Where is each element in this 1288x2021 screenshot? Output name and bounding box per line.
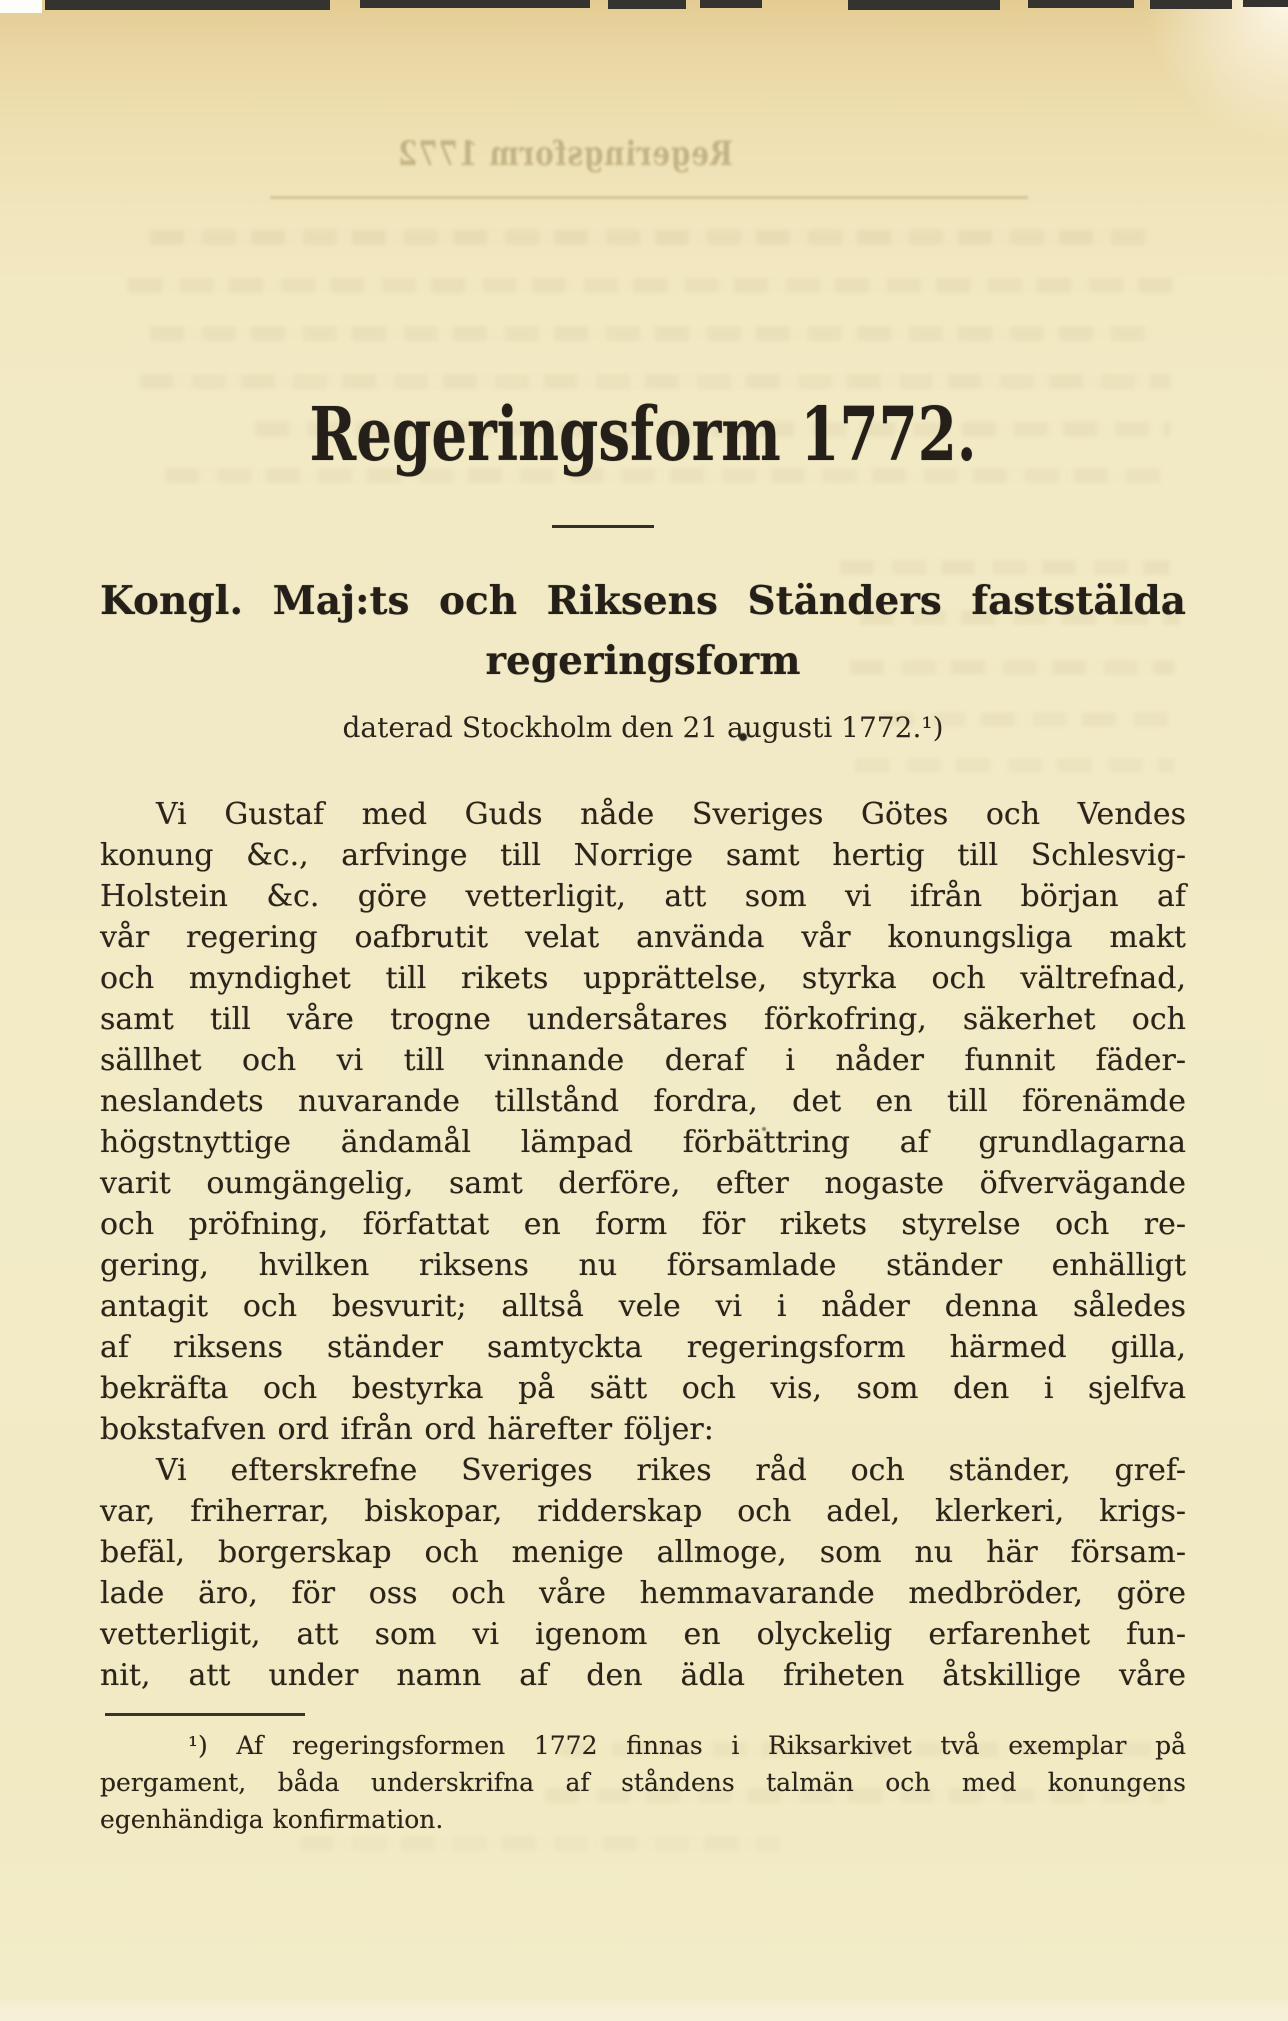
text-line: och myndighet till rikets upprättelse, styrka och vältrefnad, [100,961,1186,997]
text-line: egenhändiga konfirmation. [100,1805,444,1835]
text-line: lade äro, för oss och våre hemmavarande medbröder, göre [100,1576,1186,1612]
text-line: antagit och besvurit; alltså vele vi i nåder denna således [100,1289,1186,1325]
document-title: Regeringsform 1772. [309,392,977,478]
heading-line-2: regeringsform [485,637,801,684]
footnote [100,1727,1186,1838]
text-line: vetterligit, att som vi igenom en olyckelig erfarenhet fun- [100,1617,1186,1653]
text-line: bokstafven ord ifrån ord härefter följer: [100,1412,714,1448]
paragraph-1 [100,794,1186,1450]
text-line: konung &c., arfvinge till Norrige samt hertig till Schlesvig- [100,838,1186,874]
text-line: af riksens ständer samtyckta regeringsform härmed gilla, [100,1330,1186,1366]
text-line: ¹) Af regeringsformen 1772 finnas i Riksarkivet två exemplar på [188,1731,1186,1761]
scan-edge-notch [0,0,42,13]
text-line: Vi Gustaf med Guds nåde Sveriges Götes och Vendes [156,797,1186,833]
text-line: pergament, båda underskrifna af ståndens talmän och med konungens [100,1768,1186,1798]
text-line: befäl, borgerskap och menige allmoge, som nu här försam- [100,1535,1186,1571]
text-line: högstnyttige ändamål lämpad förbättring af grundlagarna [100,1125,1186,1161]
text-line: bekräfta och bestyrka på sätt och vis, som den i sjelfva [100,1371,1186,1407]
scan-bottom-edge [0,1995,1288,2021]
text-line: vår regering oafbrutit velat använda vår konungsliga makt [100,920,1186,956]
text-line: och pröfning, författat en form för rikets styrelse och re- [100,1207,1186,1243]
document-heading [100,578,1186,684]
text-line: samt till våre trogne undersåtares förkofring, säkerhet och [100,1002,1186,1038]
footnote-divider [105,1713,305,1716]
text-line: Vi efterskrefne Sveriges rikes råd och ständer, gref- [156,1453,1186,1489]
text-line: var, friherrar, biskopar, ridderskap och adel, klerkeri, krigs- [100,1494,1186,1530]
text-line: gering, hvilken riksens nu församlade ständer enhälligt [100,1248,1186,1284]
paragraph-2 [100,1450,1186,1696]
bleedthrough-running-head: Regeringsform 1772 [397,134,733,174]
text-block [100,0,1186,1838]
title-divider [552,525,654,528]
text-line: neslandets nuvarande tillstånd fordra, det en till förenämde [100,1084,1186,1120]
text-line: sällhet och vi till vinnande deraf i nåder funnit fäder- [100,1043,1186,1079]
text-line: Holstein &c. göre vetterligit, att som vi ifrån början af [100,879,1186,915]
text-line: nit, att under namn af den ädla friheten åtskillige våre [100,1658,1186,1694]
scan-edge-artifact [1243,0,1288,7]
heading-line-1: Kongl. Maj:ts och Riksens Ständers faststälda [100,578,1186,624]
body-text [100,794,1186,1696]
dateline: daterad Stockholm den 21 augusti 1772.¹) [342,710,944,744]
bleedthrough-smudge [300,1836,780,1851]
text-line: varit oumgängelig, samt derföre, efter nogaste öfvervägande [100,1166,1186,1202]
